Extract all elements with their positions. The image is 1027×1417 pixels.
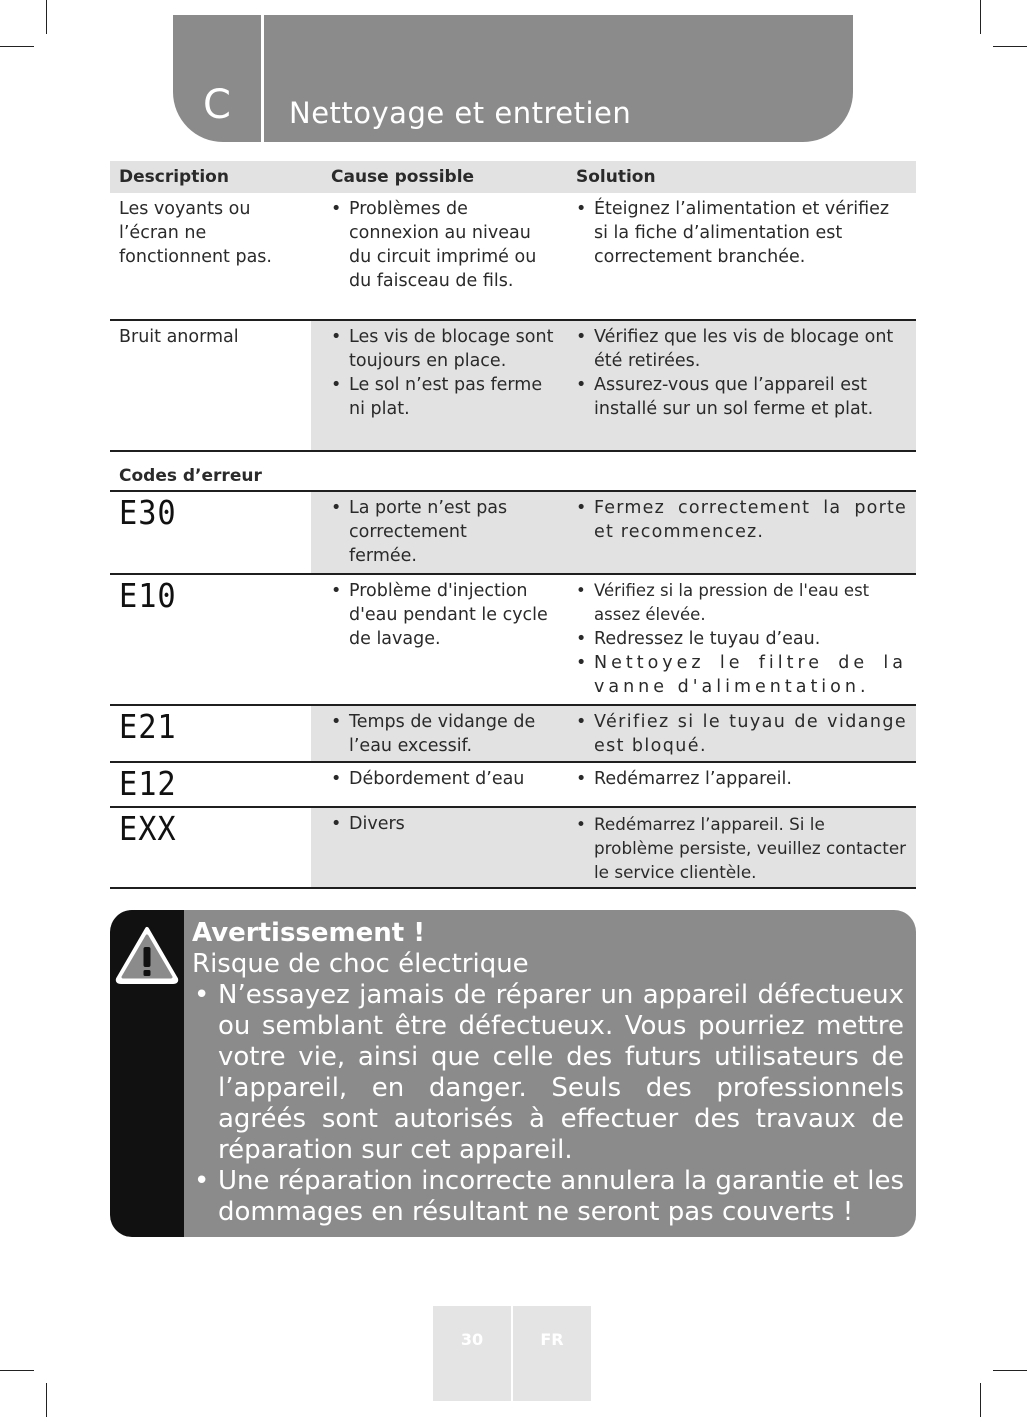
page-number: 30 xyxy=(460,1330,484,1349)
warning-title: Avertissement ! xyxy=(192,918,426,948)
row-solutions xyxy=(557,579,916,704)
row-causes xyxy=(311,767,557,806)
error-code-e30: E30 xyxy=(119,493,177,532)
warning-box xyxy=(110,910,916,1237)
cause-item: • Les vis de blocage sont toujours en place. xyxy=(331,325,557,373)
row-solutions xyxy=(557,812,916,887)
crop-mark xyxy=(46,0,47,34)
solution-item: • Redémarrez l’appareil. xyxy=(576,767,907,791)
warning-subtitle: Risque de choc électrique xyxy=(192,949,529,979)
row-solutions xyxy=(557,710,916,761)
cause-item: • Problème d'injection d'eau pendant le cycle de lavage. xyxy=(331,579,557,651)
crop-mark xyxy=(980,1383,981,1417)
crop-mark xyxy=(0,1370,34,1371)
table-row xyxy=(110,492,916,575)
row-solutions xyxy=(557,496,916,573)
warning-strip xyxy=(110,910,184,1237)
row-description: Bruit anormal xyxy=(119,327,239,347)
column-header-cause: Cause possible xyxy=(331,167,475,187)
cause-item: • Temps de vidange de l’eau excessif. xyxy=(331,710,557,758)
row-description: Les voyants ou l’écran ne fonctionnent pas. xyxy=(119,199,272,267)
troubleshooting-table xyxy=(110,161,916,889)
solution-item: • Redémarrez l’appareil. Si le problème persiste, veuillez contacter le service clientèle. xyxy=(576,812,907,884)
row-causes xyxy=(311,579,557,704)
crop-mark xyxy=(993,1370,1027,1371)
banner-divider xyxy=(261,15,264,142)
solution-item: • Éteignez l’alimentation et vérifiez si la fiche d’alimentation est correctement branchée. xyxy=(576,197,907,269)
table-row xyxy=(110,575,916,706)
crop-mark xyxy=(980,0,981,34)
table-row xyxy=(110,706,916,763)
error-code-cell xyxy=(110,576,311,704)
row-causes xyxy=(311,496,557,573)
solution-item: • Vérifiez si la pression de l'eau est assez élevée. xyxy=(576,579,907,627)
section-letter: C xyxy=(203,82,231,128)
row-causes xyxy=(311,710,557,761)
table-row xyxy=(110,193,916,321)
page-number-tab xyxy=(433,1306,511,1401)
error-code-cell xyxy=(110,809,311,887)
table-row xyxy=(110,808,916,889)
language-label: FR xyxy=(540,1330,564,1349)
warning-content xyxy=(192,918,904,1228)
solution-item: • Vérifiez si le tuyau de vidange est bloqué. xyxy=(576,710,907,758)
solution-item: • Vérifiez que les vis de blocage ont été retirées. xyxy=(576,325,907,373)
table-row xyxy=(110,321,916,452)
error-code-e10: E10 xyxy=(119,576,177,615)
error-codes-heading: Codes d’erreur xyxy=(119,466,262,486)
solution-item: • Fermez correctement la porte et recommencez. xyxy=(576,496,907,544)
error-code-e12: E12 xyxy=(119,764,177,803)
crop-mark xyxy=(993,46,1027,47)
column-header-description: Description xyxy=(119,167,229,187)
error-codes-heading-row xyxy=(110,452,916,492)
column-header-solution: Solution xyxy=(576,167,656,187)
cause-item: • Le sol n’est pas ferme ni plat. xyxy=(331,373,557,421)
row-solutions xyxy=(557,325,916,450)
error-code-e21: E21 xyxy=(119,707,177,746)
crop-mark xyxy=(46,1383,47,1417)
row-causes xyxy=(311,812,557,887)
error-code-cell xyxy=(110,493,311,573)
warning-item: • Une réparation incorrecte annulera la garantie et les dommages en résultant ne seront pas couverts ! xyxy=(192,1166,904,1228)
row-solutions xyxy=(557,197,916,319)
solution-item: • Assurez-vous que l’appareil est installé sur un sol ferme et plat. xyxy=(576,373,907,421)
language-tab xyxy=(513,1306,591,1401)
row-solutions xyxy=(557,767,916,806)
page-title: Nettoyage et entretien xyxy=(289,96,632,130)
error-code-cell xyxy=(110,707,311,761)
table-header-row xyxy=(110,161,916,193)
solution-item: • Nettoyez le filtre de la vanne d'alimentation. xyxy=(576,651,907,699)
cause-item: • La porte n’est pas correctement fermée. xyxy=(331,496,557,568)
error-code-cell xyxy=(110,764,311,806)
warning-triangle-icon xyxy=(115,926,179,984)
cause-item: • Débordement d’eau xyxy=(331,767,557,791)
cause-item: • Problèmes de connexion au niveau du circuit imprimé ou du faisceau de fils. xyxy=(331,197,557,293)
row-causes xyxy=(311,197,557,319)
solution-item: • Redressez le tuyau d’eau. xyxy=(576,627,907,651)
warning-list xyxy=(192,980,904,1228)
warning-item: • N’essayez jamais de réparer un appareil défectueux ou semblant être défectueux. Vous pourriez mettre votre vie, ainsi que celle des futurs utilisateurs de l’appareil, en danger. Seuls des professionnels agréés sont autorisés à effectuer des travaux de réparation sur cet appareil. xyxy=(192,980,904,1166)
crop-mark xyxy=(0,46,34,47)
table-row xyxy=(110,763,916,808)
cause-item: • Divers xyxy=(331,812,557,836)
section-banner xyxy=(173,15,853,142)
error-code-exx: EXX xyxy=(119,809,177,848)
row-causes xyxy=(311,325,557,450)
